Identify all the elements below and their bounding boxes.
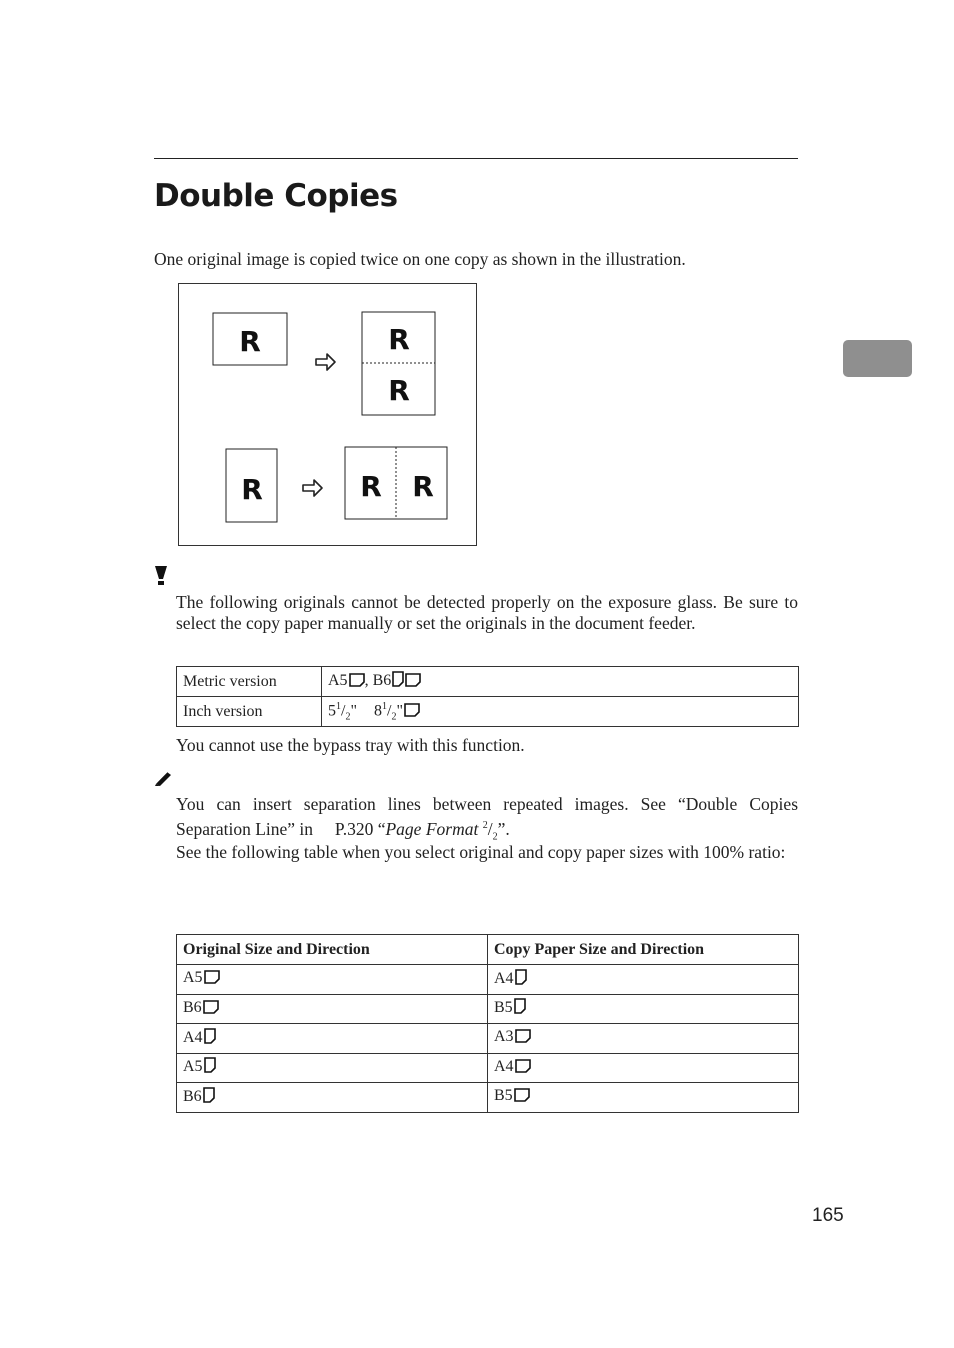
table-row <box>177 965 799 995</box>
table-row <box>177 697 799 727</box>
page-title: Double Copies <box>154 178 398 214</box>
note-pencil-icon <box>153 769 173 792</box>
table-cell: Inch version <box>177 697 322 727</box>
note-text-2: See the following table when you select original and copy paper sizes with 100% ratio: <box>176 842 786 862</box>
original-size-cell: A5 <box>177 1053 488 1083</box>
portrait-orientation-icon <box>204 1057 216 1078</box>
original-size-cell: B6 <box>177 1083 488 1113</box>
note-text-1: You can insert separation lines between repeated images. See “Double Copies Separation Line” in P.320 “Page Format $^2/_2$”. <box>176 794 798 843</box>
portrait-orientation-icon <box>203 1087 215 1108</box>
r-glyph-copy-left: R <box>360 470 382 503</box>
table-row <box>177 1053 799 1083</box>
portrait-orientation-icon <box>204 1028 216 1049</box>
r-glyph-copy-top: R <box>388 323 410 356</box>
r-glyph-original-1: R <box>239 325 261 358</box>
landscape-orientation-icon <box>349 673 365 692</box>
table-row <box>177 994 799 1024</box>
table-header-row <box>177 935 799 965</box>
limitation-table <box>176 666 799 727</box>
r-glyph-original-2: R <box>241 473 263 506</box>
portrait-orientation-icon <box>514 998 526 1019</box>
landscape-orientation-icon <box>204 970 220 989</box>
header-rule <box>154 158 798 159</box>
r-glyph-copy-bottom: R <box>388 374 410 407</box>
size-table <box>176 934 799 1113</box>
landscape-orientation-icon <box>203 1000 219 1019</box>
arrow-right-icon <box>303 480 322 496</box>
page-number: 165 <box>812 1205 844 1226</box>
original-size-cell: B6 <box>177 994 488 1024</box>
original-size-cell: A4 <box>177 1024 488 1054</box>
landscape-orientation-icon <box>514 1088 530 1107</box>
table-cell: $5^1/_2$" $8^1/_2$" <box>322 697 799 727</box>
copy-size-cell: B5 <box>488 994 799 1024</box>
copy-size-cell: A3 <box>488 1024 799 1054</box>
copy-size-cell: A4 <box>488 1053 799 1083</box>
bypass-note: You cannot use the bypass tray with this function. <box>176 735 525 755</box>
landscape-orientation-icon <box>515 1059 531 1078</box>
table-row <box>177 1024 799 1054</box>
table-row <box>177 667 799 697</box>
table-cell: Metric version <box>177 667 322 697</box>
intro-text: One original image is copied twice on one copy as shown in the illustration. <box>154 249 686 269</box>
arrow-right-icon <box>316 354 335 370</box>
double-copies-illustration <box>178 283 477 546</box>
landscape-orientation-icon <box>515 1029 531 1048</box>
table-header: Original Size and Direction <box>177 935 488 965</box>
r-glyph-copy-right: R <box>412 470 434 503</box>
landscape-orientation-icon <box>405 673 421 692</box>
portrait-orientation-icon <box>515 969 527 990</box>
table-row <box>177 1083 799 1113</box>
table-cell: A5 , B6 <box>322 667 799 697</box>
limitation-text: The following originals cannot be detected properly on the exposure glass. Be sure to select the copy paper manually or set the originals in the document feeder. <box>176 592 798 633</box>
limitation-icon <box>153 565 169 592</box>
copy-size-cell: A4 <box>488 965 799 995</box>
copy-size-cell: B5 <box>488 1083 799 1113</box>
landscape-orientation-icon <box>404 703 420 722</box>
chapter-tab <box>843 340 912 377</box>
original-size-cell: A5 <box>177 965 488 995</box>
table-header: Copy Paper Size and Direction <box>488 935 799 965</box>
portrait-orientation-icon <box>392 671 404 692</box>
